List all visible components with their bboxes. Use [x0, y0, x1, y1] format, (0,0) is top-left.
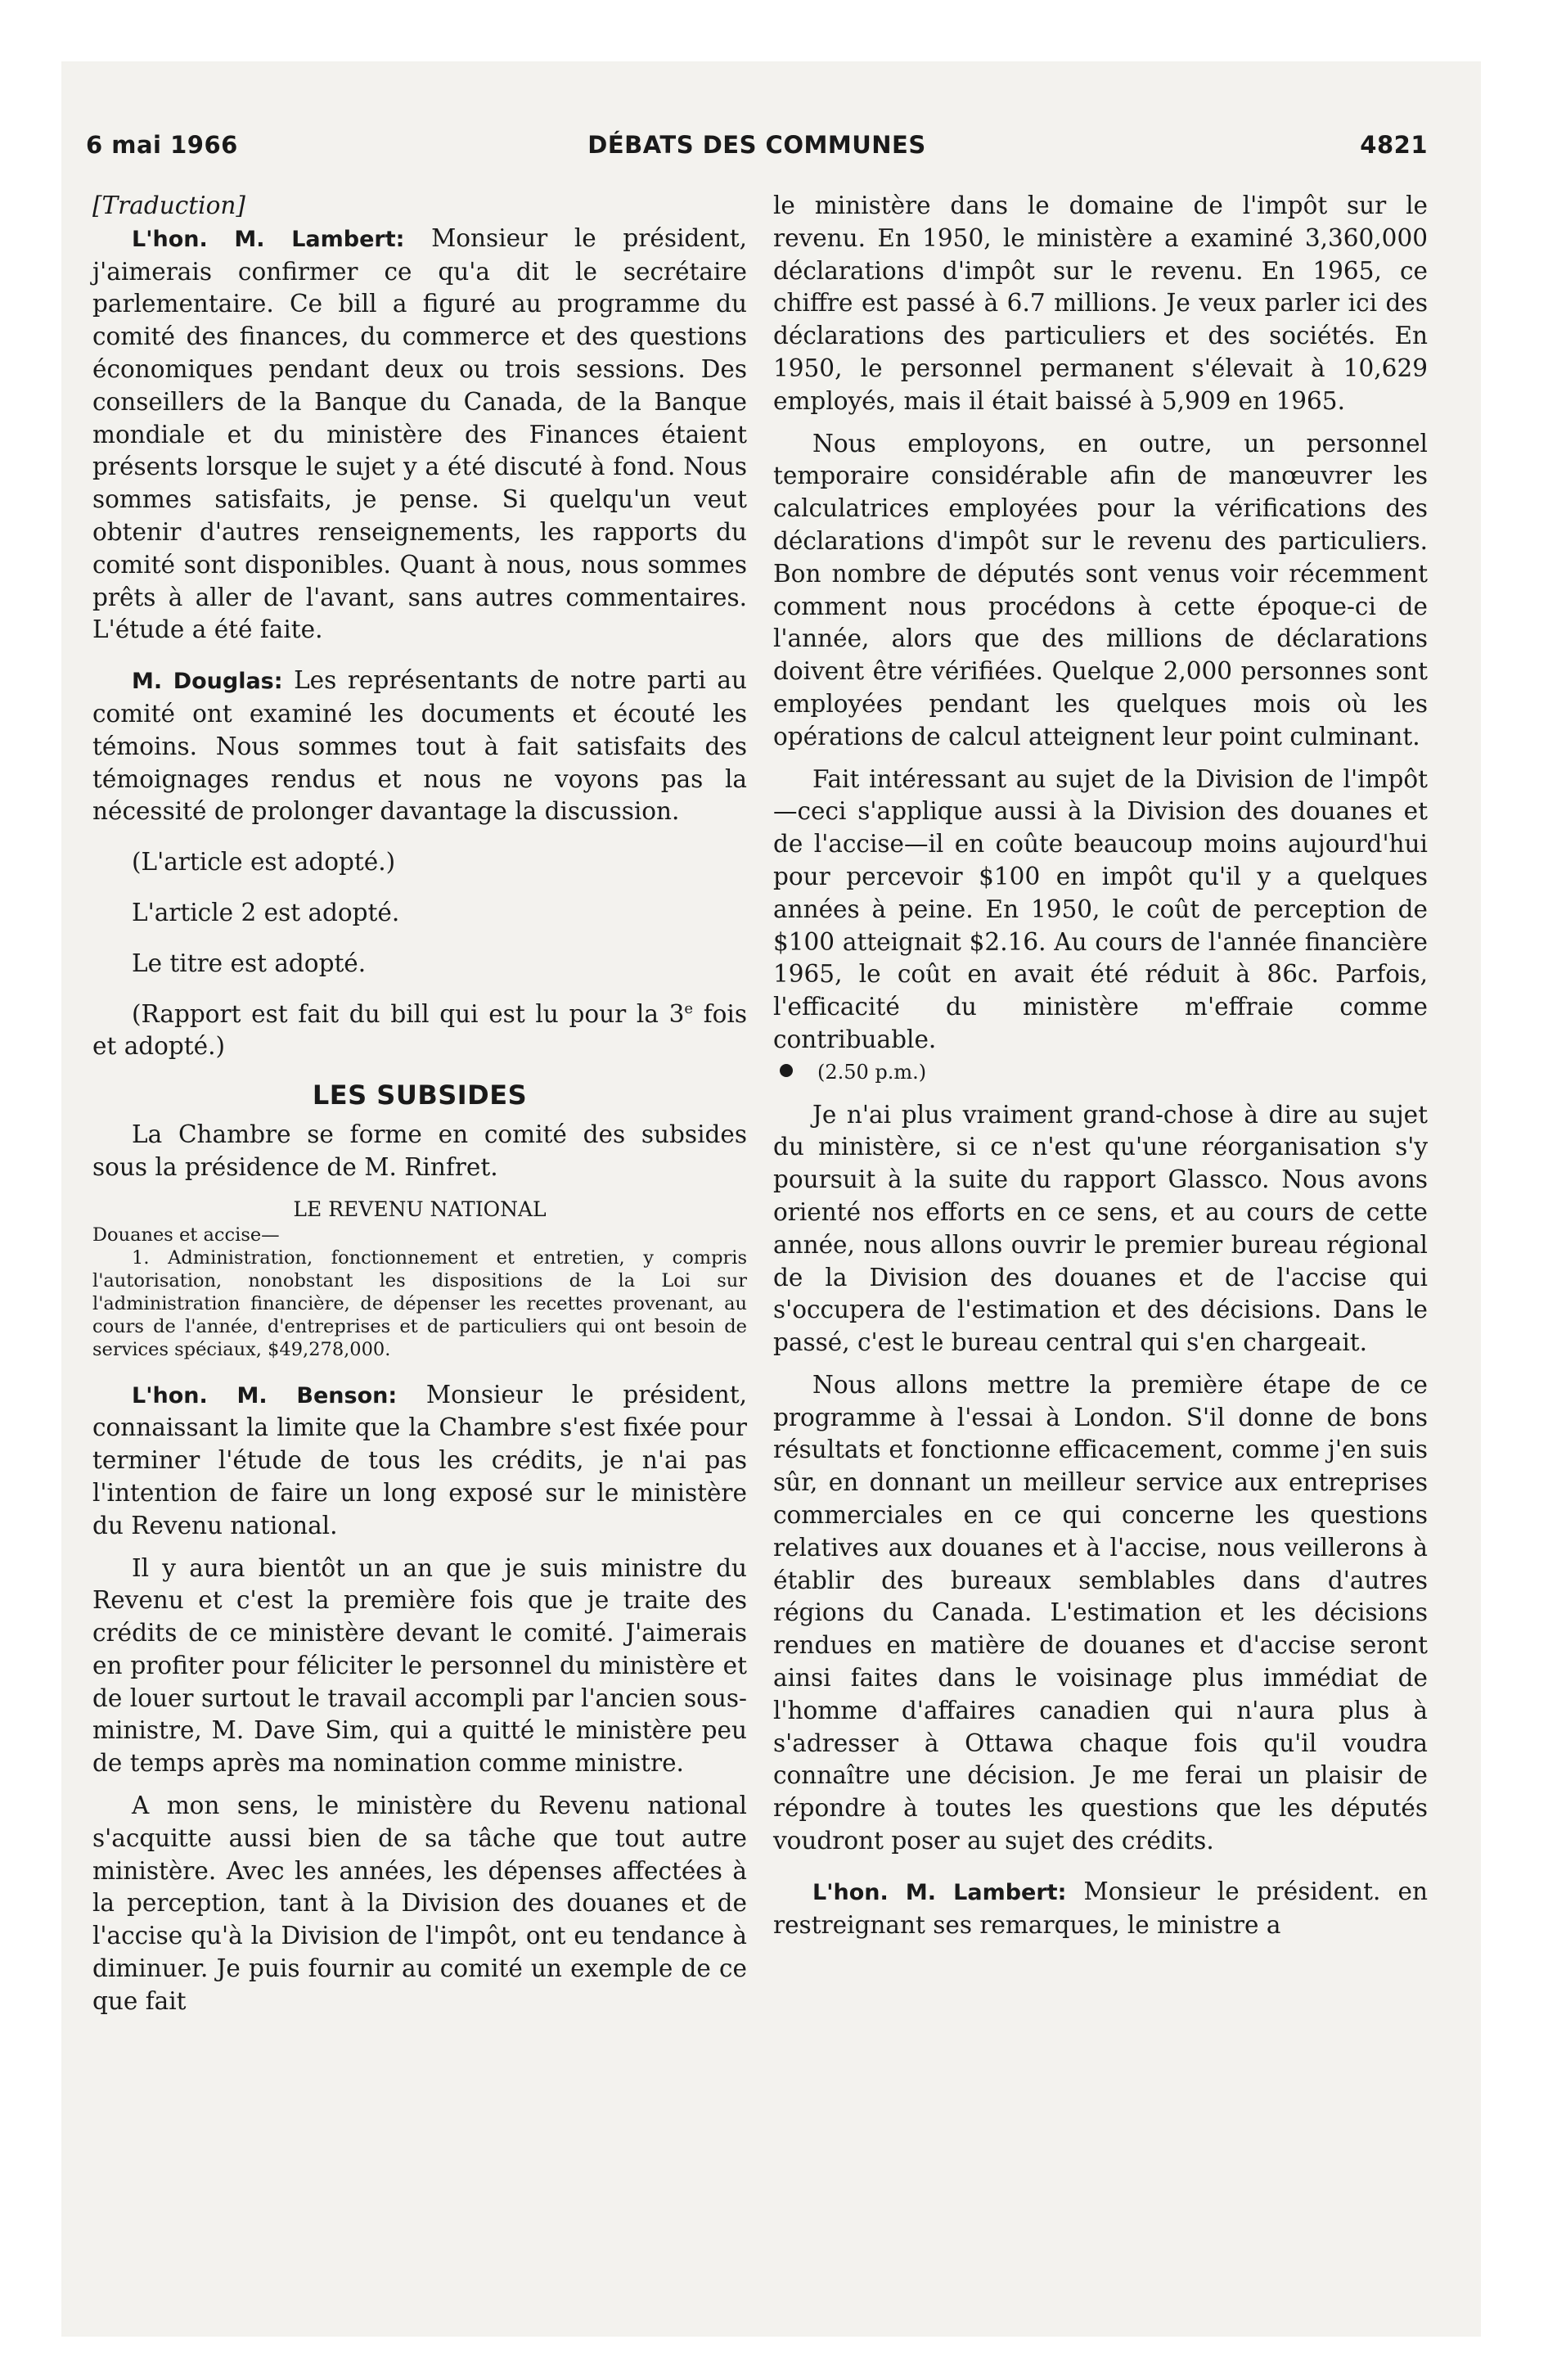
- adoption-title: Le titre est adopté.: [132, 949, 367, 977]
- page-number: 4821: [1360, 131, 1428, 159]
- paragraph-text: Les représentants de notre parti au comité ont examiné les documents et écouté les témoins. Nous sommes tout à fait satisfaits des témoignages rendus et nous ne voyons pas la nécessité de prolonger davantage la discussion.: [92, 666, 747, 826]
- paragraph-continued: le ministère dans le domaine de l'impôt sur le revenu. En 1950, le ministère a examiné 3,360,000 déclarations d'impôt sur le revenu. En 1965, ce chiffre est passé à 6.7 millions. Je veux parler ici des déclarations des particuliers et des sociétés. En 1950, le personnel permanent s'élevait à 10,629 employés, mais il était baissé à 5,909 en 1965.: [773, 192, 1428, 415]
- traduction-label: [Traduction]: [92, 192, 245, 219]
- committee-statement: La Chambre se forme en comité des subsides sous la présidence de M. Rinfret.: [92, 1120, 747, 1181]
- speaker-name: L'hon. M. Lambert:: [812, 1879, 1067, 1905]
- speaker-name: L'hon. M. Lambert:: [132, 226, 405, 252]
- vote-item: 1. Administration, fonctionnement et entretien, y compris l'autorisation, nonobstant les dispositions de la Loi sur l'administration financière, de dépenser les recettes provenant, au cours de l'année, d'entreprises et de particuliers qui ont besoin de services spéciaux, $49,278,000.: [92, 1246, 747, 1360]
- rapport-statement: (Rapport est fait du bill qui est lu pour la 3e fois et adopté.): [92, 999, 747, 1061]
- paragraph-douglas: [92, 665, 747, 828]
- time-stamp: (2.50 p.m.): [773, 1057, 1428, 1089]
- paragraph-text: Monsieur le président, j'aimerais confirmer ce qu'a dit le secrétaire parlementaire. Ce bill a figuré au programme du comité des finances, du commerce et des questions économiques pendant deux ou trois sessions. Des conseillers de la Banque du Canada, de la Banque mondiale et du ministère des Finances étaient présents lorsque le sujet y a été discuté à fond. Nous sommes satisfaits, je pense. Si quelqu'un veut obtenir d'autres renseignements, les rapports du comité sont disponibles. Quant à nous, nous sommes prêts à aller de l'avant, sans autres commentaires. L'étude a été faite.: [92, 223, 747, 644]
- speaker-name: L'hon. M. Benson:: [132, 1382, 398, 1409]
- paragraph-benson-1: [92, 1379, 747, 1543]
- adoption-article-2: L'article 2 est adopté.: [132, 898, 400, 926]
- paragraph-text: Monsieur le président. en restreignant ses remarques, le ministre a: [773, 1877, 1428, 1939]
- speaker-name: M. Douglas:: [132, 669, 283, 695]
- paragraph-text: Monsieur le président, connaissant la limite que la Chambre s'est fixée pour terminer l'étude de tous les crédits, je n'ai pas l'intention de faire un long exposé sur le ministère du Revenu national.: [92, 1380, 747, 1539]
- paragraph-london: Nous allons mettre la première étape de ce programme à l'essai à London. S'il donne de bons résultats et fonctionne efficacement, comme j'en suis sûr, en donnant un meilleur service aux entreprises commerciales en ce qui concerne les questions relatives aux douanes et à l'accise, nous veillerons à établir des bureaux semblables dans d'autres régions du Canada. L'estimation et les décisions rendues en matière de douanes et d'accise seront ainsi faites dans le voisinage plus immédiat de l'homme d'affaires canadien qui n'aura plus à s'adresser à Ottawa chaque fois qu'il voudra connaître une décision. Je me ferai un plaisir de répondre à toutes les questions que les députés voudront poser au sujet des crédits.: [773, 1370, 1428, 1855]
- paragraph-reorganisation: Je n'ai plus vraiment grand-chose à dire au sujet du ministère, si ce n'est qu'une réorganisation s'y poursuit à la suite du rapport Glassco. Nous avons orienté nos efforts en ce sens, et au cours de cette année, nous allons ouvrir le premier bureau régional de la Division des douanes et de l'accise qui s'occupera de l'estimation et des décisions. Dans le passé, c'est le bureau central qui s'en chargeait.: [773, 1100, 1428, 1357]
- vote-category: Douanes et accise—: [92, 1224, 280, 1246]
- paragraph-lambert-1: [92, 223, 747, 647]
- paragraph-benson-3: A mon sens, le ministère du Revenu national s'acquitte aussi bien de sa tâche que tout autre ministère. Avec les années, les dépenses affectées à la perception, tant à la Division des douanes et de l'accise qu'à la Division de l'impôt, ont eu tendance à diminuer. Je puis fournir au comité un exemple de ce que fait: [92, 1792, 747, 2015]
- section-heading: LES SUBSIDES: [312, 1080, 528, 1111]
- right-column: [773, 190, 1428, 1941]
- adoption-article: (L'article est adopté.): [132, 848, 396, 877]
- page-header: [86, 131, 1428, 172]
- left-column: [92, 190, 747, 2018]
- paragraph-cost: Fait intéressant au sujet de la Division de l'impôt—ceci s'applique aussi à la Division des douanes et de l'accise—il en coûte beaucoup moins aujourd'hui pour percevoir $100 en impôt qu'il y a quelques années à peine. En 1950, le coût de perception de $100 atteignait $2.16. Au cours de l'année financière 1965, le coût en avait été réduit à 86c. Parfois, l'efficacité du ministère m'effraie comme contribuable.: [773, 764, 1428, 1053]
- header-date: 6 mai 1966: [86, 131, 238, 159]
- header-title: DÉBATS DES COMMUNES: [587, 131, 926, 159]
- subsection-heading: LE REVENU NATIONAL: [293, 1197, 547, 1221]
- paragraph-benson-2: Il y aura bientôt un an que je suis ministre du Revenu et c'est la première fois que je traite des crédits de ce ministère devant le comité. J'aimerais en profiter pour féliciter le personnel du ministère et de louer surtout le travail accompli par l'ancien sous-ministre, M. Dave Sim, qui a quitté le ministère peu de temps après ma nomination comme ministre.: [92, 1553, 747, 1778]
- paragraph-personnel: Nous employons, en outre, un personnel temporaire considérable afin de manœuvrer les calculatrices employées pour la vérifications des déclarations d'impôt sur le revenu des particuliers. Bon nombre de députés sont venus voir récemment comment nous procédons à cette époque-ci de l'année, alors que des millions de déclarations doivent être vérifiées. Quelque 2,000 personnes sont employées pendant les quelques mois où les opérations de calcul atteignent leur point culminant.: [773, 429, 1428, 751]
- bullet-icon: [780, 1064, 793, 1077]
- paragraph-lambert-2: [773, 1876, 1428, 1942]
